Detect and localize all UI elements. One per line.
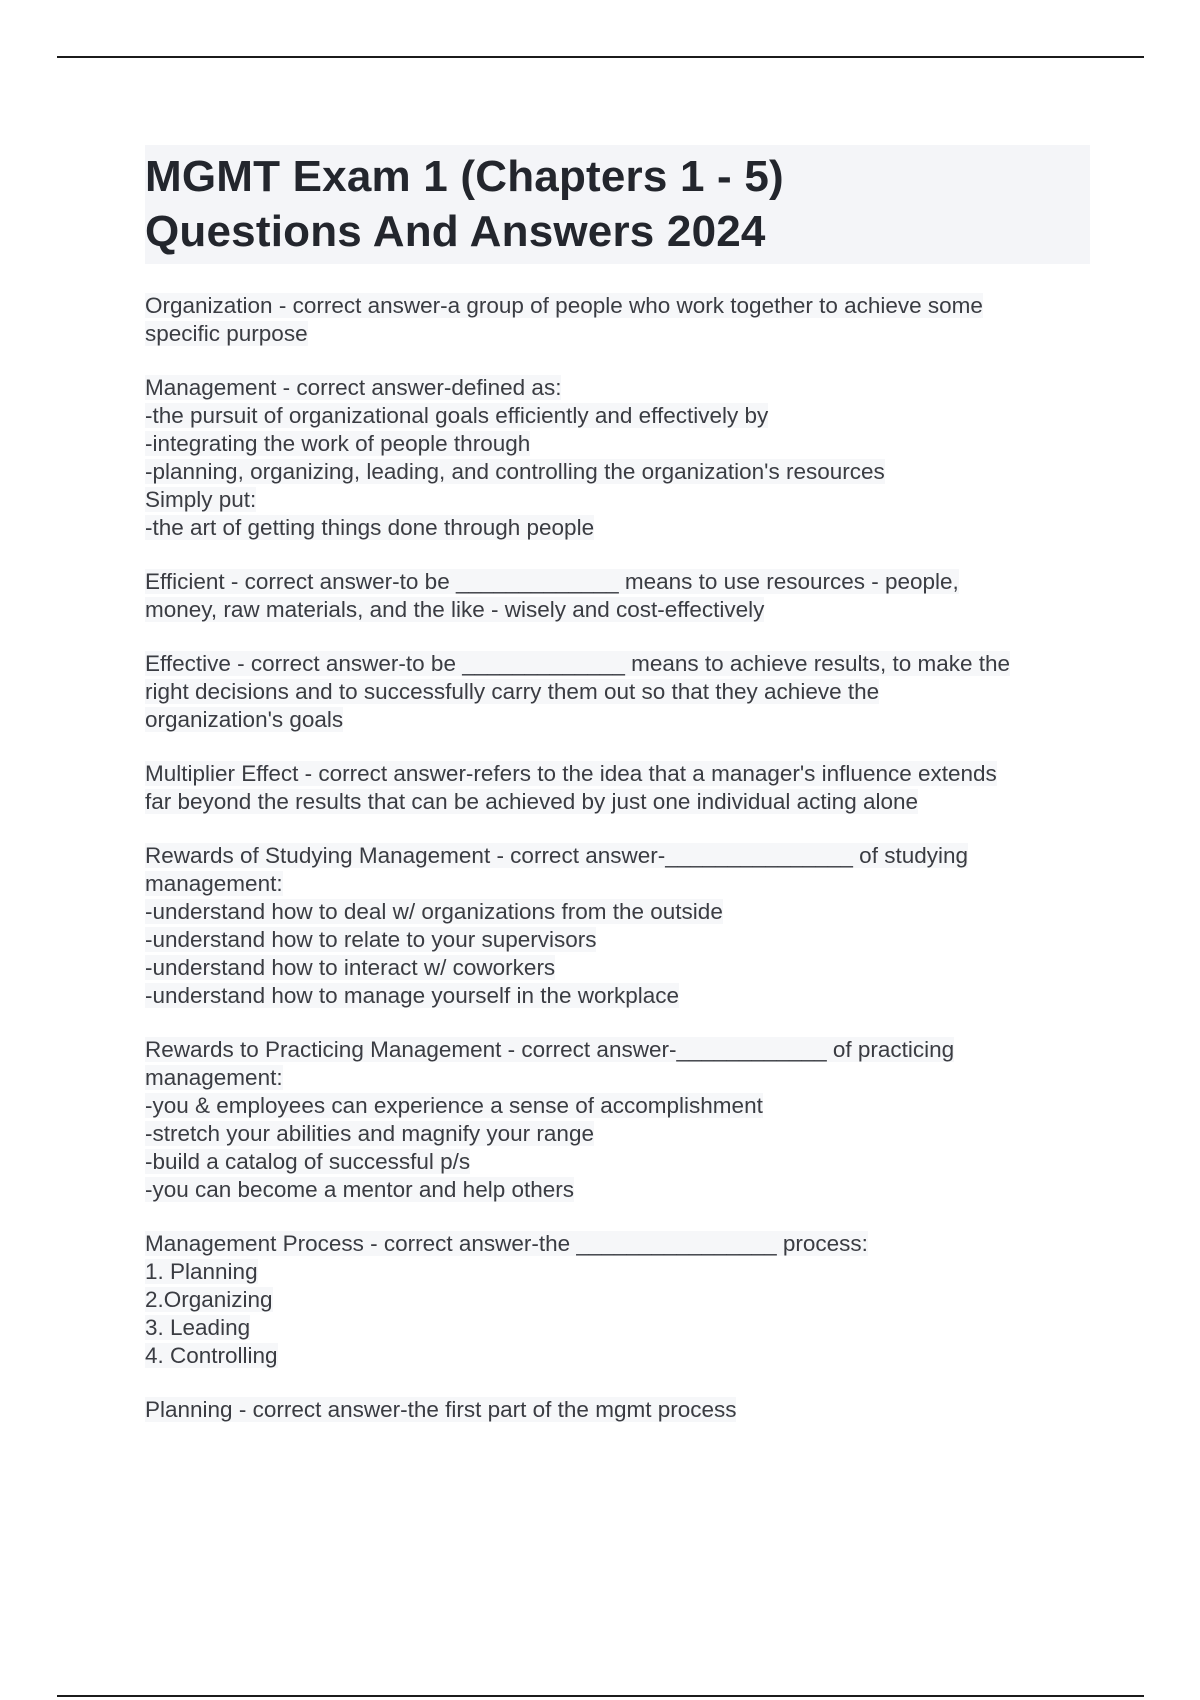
entry-management <box>145 374 1090 542</box>
entry-line: Management - correct answer-defined as: <box>145 375 562 400</box>
entry-organization <box>145 292 1090 348</box>
entry-line: management: <box>145 871 283 896</box>
document-title <box>145 145 1090 264</box>
entry-line: 3. Leading <box>145 1315 251 1340</box>
entry-line: far beyond the results that can be achieved by just one individual acting alone <box>145 789 919 814</box>
entry-line: Multiplier Effect - correct answer-refers to the idea that a manager's influence extends <box>145 761 997 786</box>
entry-rewards-studying <box>145 842 1090 1010</box>
entry-line: 1. Planning <box>145 1259 258 1284</box>
entry-line: Planning - correct answer-the first part of the mgmt process <box>145 1397 737 1422</box>
entry-efficient <box>145 568 1090 624</box>
entry-line: 2.Organizing <box>145 1287 273 1312</box>
entry-rewards-practicing <box>145 1036 1090 1204</box>
entry-line: -understand how to deal w/ organizations from the outside <box>145 899 723 924</box>
entry-multiplier-effect <box>145 760 1090 816</box>
entry-line: -understand how to manage yourself in the workplace <box>145 983 680 1008</box>
entry-line: 4. Controlling <box>145 1343 278 1368</box>
bottom-rule <box>57 1695 1144 1697</box>
entry-line: Rewards to Practicing Management - correct answer-____________ of practicing <box>145 1037 955 1062</box>
entry-line: -you & employees can experience a sense of accomplishment <box>145 1093 763 1118</box>
entry-line: -integrating the work of people through <box>145 431 531 456</box>
top-rule <box>57 56 1144 58</box>
title-line: MGMT Exam 1 (Chapters 1 - 5) <box>145 152 784 201</box>
entry-line: -understand how to interact w/ coworkers <box>145 955 556 980</box>
title-line: Questions And Answers 2024 <box>145 207 766 256</box>
entry-line: -build a catalog of successful p/s <box>145 1149 471 1174</box>
entry-line: specific purpose <box>145 321 308 346</box>
entry-line: -planning, organizing, leading, and controlling the organization's resources <box>145 459 885 484</box>
entry-line: organization's goals <box>145 707 344 732</box>
entry-line: Organization - correct answer-a group of people who work together to achieve some <box>145 293 983 318</box>
entry-line: money, raw materials, and the like - wisely and cost-effectively <box>145 597 765 622</box>
entry-line: Rewards of Studying Management - correct answer-_______________ of studying <box>145 843 968 868</box>
entry-line: right decisions and to successfully carry them out so that they achieve the <box>145 679 880 704</box>
entry-planning <box>145 1396 1090 1424</box>
entry-line: -stretch your abilities and magnify your range <box>145 1121 594 1146</box>
entry-line: Simply put: <box>145 487 257 512</box>
entry-line: Effective - correct answer-to be _____________ means to achieve results, to make the <box>145 651 1011 676</box>
entry-line: -understand how to relate to your supervisors <box>145 927 597 952</box>
entry-line: Management Process - correct answer-the ________________ process: <box>145 1231 868 1256</box>
entry-line: management: <box>145 1065 283 1090</box>
entry-line: -the pursuit of organizational goals efficiently and effectively by <box>145 403 769 428</box>
entry-management-process <box>145 1230 1090 1370</box>
entry-line: Efficient - correct answer-to be _____________ means to use resources - people, <box>145 569 959 594</box>
entry-line: -you can become a mentor and help others <box>145 1177 575 1202</box>
entry-line: -the art of getting things done through people <box>145 515 595 540</box>
entry-effective <box>145 650 1090 734</box>
document-body <box>145 145 1090 1450</box>
